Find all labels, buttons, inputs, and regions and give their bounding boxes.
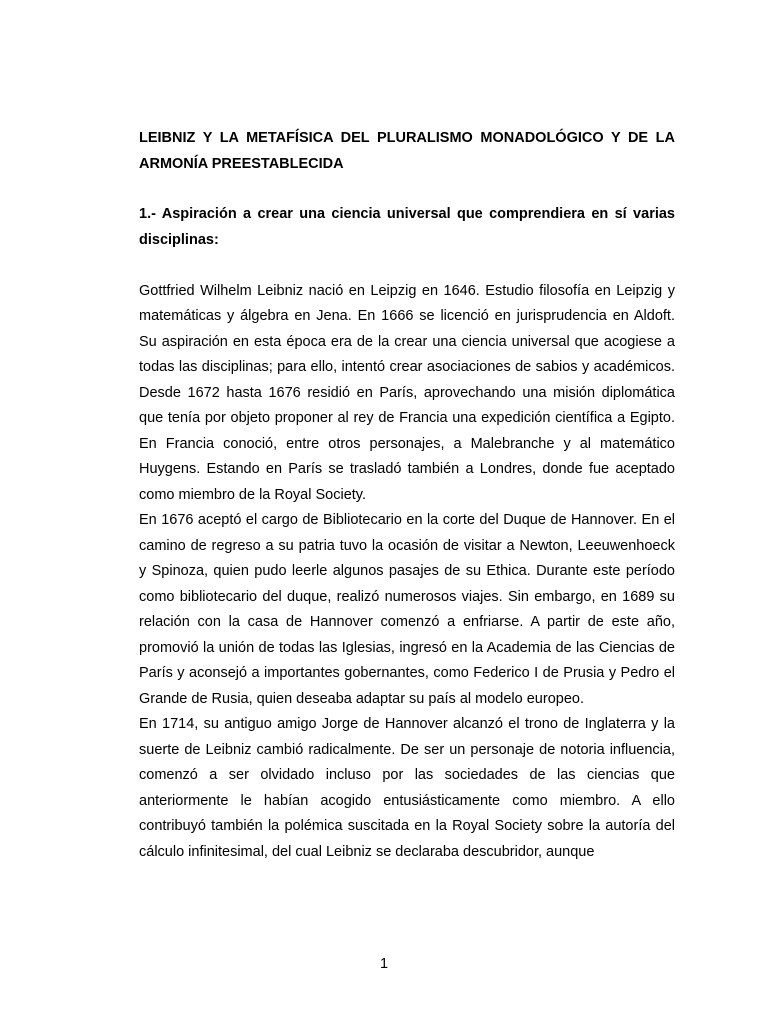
page-number: 1 (379, 956, 389, 972)
paragraph-3: En 1714, su antiguo amigo Jorge de Hannover alcanzó el trono de Inglaterra y la suerte de Leibniz cambió radicalmente. De ser un personaje de notoria influencia, comenzó a ser olvidado incluso por las sociedades de las ciencias que anteriormente le habían acogido entusiásticamente como miembro. A ello contribuyó también la polémica suscitada en la Royal Society sobre la autoría del cálculo infinitesimal, del cual Leibniz se declaraba descubridor, aunque (139, 716, 675, 860)
page-content (139, 126, 675, 865)
paragraph-1: Gottfried Wilhelm Leibniz nació en Leipzig en 1646. Estudio filosofía en Leipzig y matemáticas y álgebra en Jena. En 1666 se licenció en jurisprudencia en Aldoft. Su aspiración en esta época era de la crear una ciencia universal que acogiese a todas las disciplinas; para ello, intentó crear asociaciones de sabios y académicos. Desde 1672 hasta 1676 residió en París, aprovechando una misión diplomática que tenía por objeto proponer al rey de Francia una expedición científica a Egipto. En Francia conoció, entre otros personajes, a Malebranche y al matemático Huygens. Estando en París se trasladó también a Londres, donde fue aceptado como miembro de la Royal Society. (139, 282, 675, 503)
paragraph-2: En 1676 aceptó el cargo de Bibliotecario en la corte del Duque de Hannover. En el camino de regreso a su patria tuvo la ocasión de visitar a Newton, Leeuwenhoeck y Spinoza, quien pudo leerle algunos pasajes de su Ethica. Durante este período como bibliotecario del duque, realizó numerosos viajes. Sin embargo, en 1689 su relación con la casa de Hannover comenzó a enfriarse. A partir de este año, promovió la unión de todas las Iglesias, ingresó en la Academia de las Ciencias de París y aconsejó a importantes gobernantes, como Federico I de Prusia y Pedro el Grande de Rusia, quien deseaba adaptar su país al modelo europeo. (139, 512, 675, 707)
section-heading: 1.- Aspiración a crear una ciencia universal que comprendiera en sí varias disciplinas: (139, 206, 675, 248)
document-title: LEIBNIZ Y LA METAFÍSICA DEL PLURALISMO MONADOLÓGICO Y DE LA ARMONÍA PREESTABLECIDA (139, 130, 675, 172)
